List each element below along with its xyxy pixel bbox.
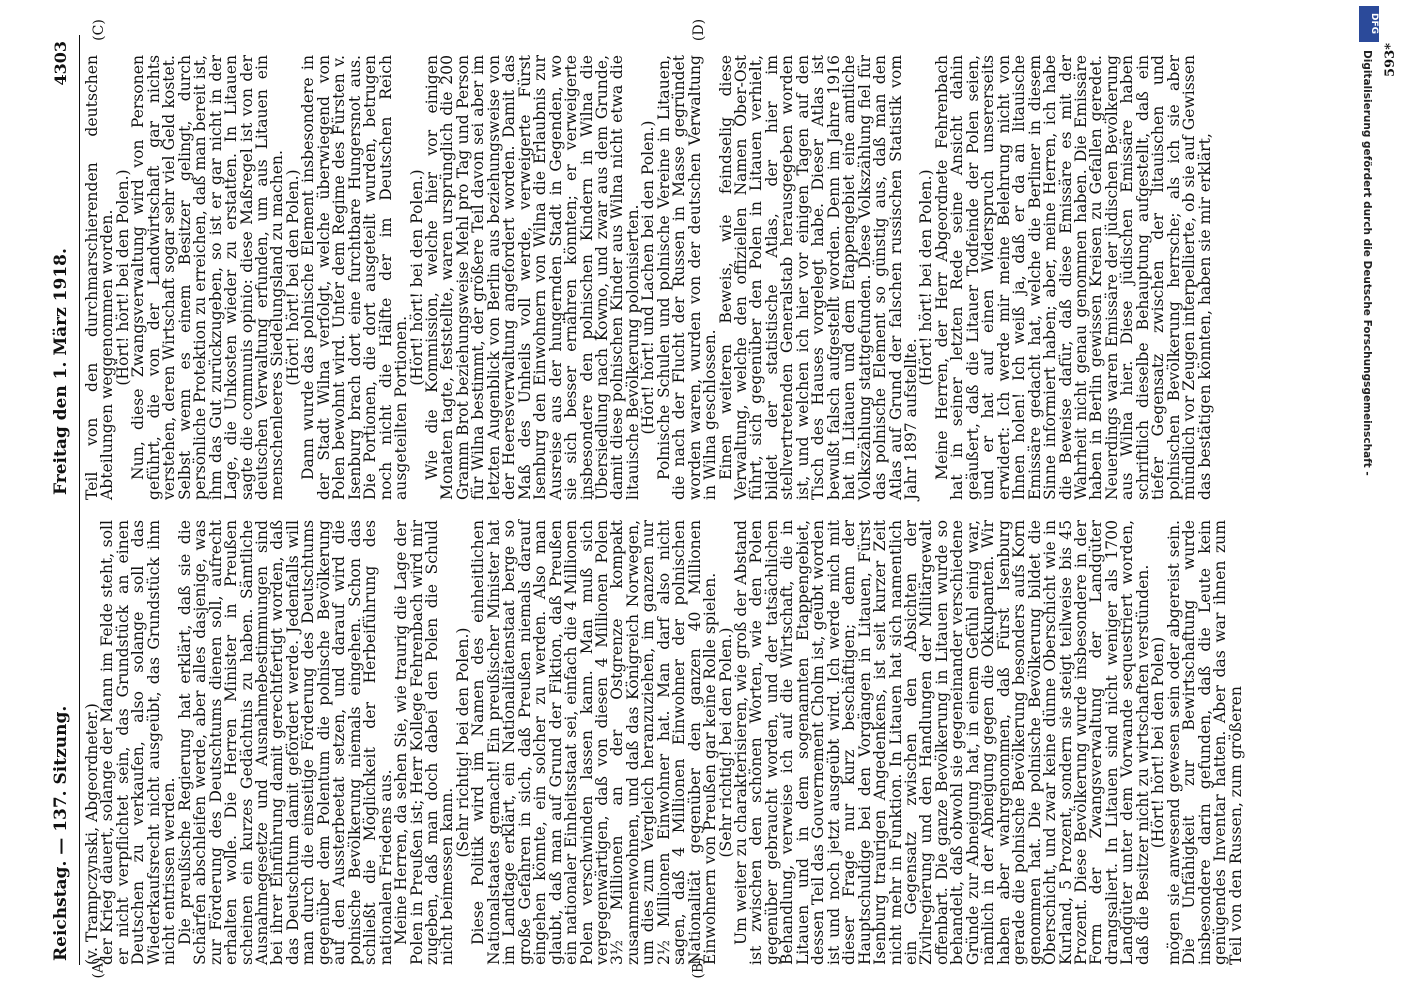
interjection: (Hört! hört! bei den Polen.) bbox=[283, 169, 302, 386]
paragraph: der Krieg dauert, solange der Mann im Felde steht, soll er nicht verpflichtet sein, das Grundstück an einen Deutschen zu verkaufen, also solange soll das Wiederkaufsrecht nicht ausgeübt, das Grundstück ihm nicht entrissen werden. bbox=[98, 520, 179, 965]
margin-marker-d: (D) bbox=[691, 18, 708, 42]
paragraph: Nun, diese Zwangsverwaltung wird von Personen geführt, die von der Landwirtschaft gar nichts verstehen, deren Wirtschaft sogar sehr viel Geld kostet. Selbst wenn es einem Besitzer gelingt, durch persönliche Protektion zu erreichen, daß man bereit ist, ihm das Gut zurückzugeben, so ist er gar nicht in der Lage, die Unkosten wieder zu erstatten. In Litauen sagte die communis opinio: diese Maßregel ist von der deutschen Verwaltung erfunden, um aus Litauen ein menschenleeres Siedelungsland zu machen. bbox=[129, 55, 287, 500]
interjection: (Hört! hört! bei den Polen) bbox=[1149, 636, 1168, 849]
document-page bbox=[45, 35, 1405, 965]
column-right bbox=[85, 55, 1375, 500]
digitization-note: Digitalisierung gefördert durch die Deutsche Forschungsgemeinschaft - bbox=[1361, 50, 1373, 476]
dfg-logo: DFG bbox=[1359, 6, 1379, 42]
interjection: (Sehr richtig! bei den Polen.) bbox=[716, 627, 735, 858]
paragraph: Meine Herren, der Herr Abgeordnete Fehrenbach hat in seiner letzten Rede seine Ansicht dahin geäußert, daß die Litauer Todfeinde der Polen seien, und er hat auf einen Widerspruch unsererseits erwidert: Ich werde mir meine Belehrung nicht von Ihnen holen! Ich weiß ja, daß er da an litauische Emissäre gedacht hat, welche die Berliner in diesem Sinne informiert haben; aber, meine Herren, ich habe die Beweise dafür, daß diese Emissäre es mit der Wahrheit nicht genau genommen haben. Die Emissäre haben in Berlin gewissen Kreisen zu Gefallen geredet. Neuerdings waren Emissäre der jüdischen Bevölkerung aus Wilna hier. Diese jüdischen Emissäre haben schriftlich dieselbe Behauptung aufgestellt, daß ein tiefer Gegensatz zwischen der litauischen und polnischen Bevölkerung herrsche; als ich sie aber mündlich vor Zeugen interpellierte, ob sie auf Gewissen das bestätigen könnten, haben sie mir erklärt, bbox=[932, 55, 1214, 500]
page-header bbox=[45, 35, 80, 965]
paragraph: Meine Herren, da sehen Sie, wie traurig die Lage der Polen in Preußen ist; Herr Kollege Fehrenbach wird mir zugeben, daß man doch dabei den Polen die Schuld nicht beimessen kann. bbox=[392, 520, 457, 965]
interjection: (Hört! hört! bei den Polen.) bbox=[407, 169, 426, 386]
paragraph: Wie die Kommission, welche hier vor einigen Monaten tagte, feststellte, waren ursprünglich die 200 Gramm Brot beziehungsweise Mehl pro Tag und Person für Wilna bestimmt, der größere Teil davon sei aber im letzten Augenblick von Berlin aus beziehungsweise von der Heeresverwaltung angefordert worden. Damit das Maß des Unheils voll werde, verweigerte Fürst Isenburg den Einwohnern von Wilna die Erlaubnis zur Ausreise aus der hungernden Stadt in Gegenden, wo sie sich besser ernähren könnten; er verweigerte insbesondere den polnischen Kindern in Wilna die Übersiedlung nach Kowno, und zwar aus dem Grunde, damit diese polnischen Kinder aus Wilna nicht etwa die litauische Bevölkerung polonisierten. bbox=[422, 55, 642, 500]
margin-marker-a: (A) bbox=[90, 957, 107, 979]
interjection: (Hört! hört! bei den Polen.) bbox=[917, 169, 936, 386]
page-footer: 593* bbox=[1383, 43, 1398, 77]
paragraph: Um weiter zu charakterisieren, wie groß der Abstand ist zwischen den schönen Worten, wie den Polen gegenüber gebraucht worden, und der tatsächlichen Behandlung, verweise ich auf die Wirtschaft, die in Litauen und in dem sogenannten Etappengebiet, dessen Teil das Gouvernement Cholm ist, geübt worden ist und noch jetzt ausgeübt wird. Ich werde mich mit dieser Frage nur kurz beschäftigen; denn der Hauptschuldige bei den Vorgängen in Litauen, Fürst Isenburg traurigen Angedenkens, ist seit kurzer Zeit nicht mehr in Funktion. In Litauen hat sich namentlich ein Gegensatz zwischen den Absichten der Zivilregierung und den Handlungen der Militärgewalt offenbart. Die ganze Bevölkerung in Litauen wurde so behandelt, daß obwohl sie gegeneinander verschiedene Gründe zur Abneigung hat, in einem Gefühl einig war, nämlich in der Abneigung gegen die Okkupanten. Wir haben aber wahrgenommen, daß Fürst Isenburg gerade die polnische Bevölkerung besonders aufs Korn genommen hat. Die polnische Bevölkerung bildet die Oberschicht, und zwar keine dünne Oberschicht wie in Kurland, 5 Prozent, sondern sie steigt teilweise bis 45 Prozent. Diese Bevölkerung wurde insbesondere in der Form der Zwangsverwaltung der Landgüter drangsaliert. In Litauen sind nicht weniger als 1700 Landgüter unter dem Vorwande sequestriert worden, daß die Besitzer nicht zu wirtschaften verstünden. bbox=[732, 520, 1152, 965]
page-number: 4303 bbox=[51, 41, 70, 86]
interjection: (Sehr richtig! bei den Polen.) bbox=[453, 627, 472, 858]
digitization-sidebar bbox=[1358, 6, 1380, 996]
paragraph: Dann wurde das polnische Element insbesondere in der Stadt Wilna verfolgt, welche überwiegend von Polen bewohnt wird. Unter dem Regime des Fürsten v. Isenburg brach dort eine furchtbare Hungersnot aus. Die Portionen, die dort ausgeteilt wurden, betrugen noch nicht die Hälfte der im Deutschen Reich ausgeteilten Portionen. bbox=[299, 55, 411, 500]
margin-marker-c: (C) bbox=[90, 19, 107, 41]
paragraph: Einen weiteren Beweis, wie feindselig diese Verwaltung, welche den offiziellen Namen Ober-Ost führt, sich gegenüber den Polen in Litauen verhielt, bildet der statistische Atlas, der hier im stellvertretenden Generalstab herausgegeben worden ist, und welchen ich hier vor einigen Tagen auf den Tisch des Hauses vorgelegt habe. Dieser Atlas ist bewußt falsch aufgestellt worden. Denn im Jahre 1916 hat in Litauen und dem Etappengebiet eine amtliche Volkszählung stattgefunden. Diese Volkszählung fiel für das polnische Element so günstig aus, daß man den Atlas auf Grund der falschen russischen Statistik vom Jahr 1897 aufstellte. bbox=[716, 55, 921, 500]
margin-marker-b: (B) bbox=[690, 957, 707, 979]
paragraph: Polnische Schulen und polnische Vereine in Litauen, die nach der Flucht der Russen in Masse gegründet worden waren, wurden von der deutschen Verwaltung in Wilna geschlossen. bbox=[654, 55, 720, 500]
speaker-note: (v. Trampczynski, Abgeordneter.) bbox=[83, 703, 101, 965]
column-left bbox=[85, 520, 1375, 965]
interjection: (Hört! hört! und Lachen bei den Polen.) bbox=[639, 120, 658, 435]
header-center: Freitag den 1. März 1918. bbox=[51, 248, 71, 495]
paragraph: Die preußische Regierung hat erklärt, daß sie die Schärfen abschleifen werde, aber alles dasjenige, was zur Förderung des Deutschtums dienen soll, aufrecht erhalten wolle. Die Herren Minister in Preußen scheinen ein kurzes Gedächtnis zu haben. Sämtliche Ausnahmegesetze und Ausnahmebestimmungen sind bei ihrer Einführung damit gerechtfertigt worden, daß das Deutschtum damit gefördert werde. Jedenfalls will man durch die einseitige Förderung des Deutschtums gegenüber dem Polentum die polnische Bevölkerung auf den Aussterbeetat setzen, und darauf wird die polnische Bevölkerung niemals eingehen. Schon das schließt die Möglichkeit der Herbeiführung des nationalen Friedens aus. bbox=[175, 520, 395, 965]
header-left: Reichstag. — 137. Sitzung. bbox=[51, 705, 71, 961]
paragraph: Diese Politik wird im Namen des einheitlichen Nationalstaates gemacht! Ein preußischer Minister hat im Landtage erklärt, ein Nationalitätenstaat berge so große Gefahren in sich, daß Preußen niemals darauf eingehen könnte, ein solcher zu werden. Also man glaubt, daß man auf Grund der Fiktion, daß Preußen ein nationaler Einheitsstaat sei, einfach die 4 Millionen Polen verschwinden lassen kann. Man muß sich vergegenwärtigen, daß von diesen 4 Millionen Polen 3½ Millionen an der Ostgrenze kompakt zusammenwohnen, und daß das Königreich Norwegen, um dies zum Vergleich heranzuziehen, im ganzen nur 2½ Millionen Einwohner hat. Man darf also nicht sagen, daß 4 Millionen Einwohner der polnischen Nationalität gegenüber den ganzen 40 Millionen Einwohnern von Preußen gar keine Rolle spielen. bbox=[469, 520, 720, 965]
paragraph: Teil von den durchmarschierenden deutschen Abteilungen weggenommen worden. bbox=[83, 55, 117, 500]
paragraph: mögen sie anwesend gewesen sein oder abgereist sein. Die Unfähigkeit zur Bewirtschaftung wurde insbesondere darin gefunden, daß die Leute kein genügendes Inventar hatten. Aber das war ihnen zum Teil von den Russen, zum größeren bbox=[1164, 520, 1245, 965]
interjection: (Hört! hört! bei den Polen.) bbox=[113, 169, 132, 386]
